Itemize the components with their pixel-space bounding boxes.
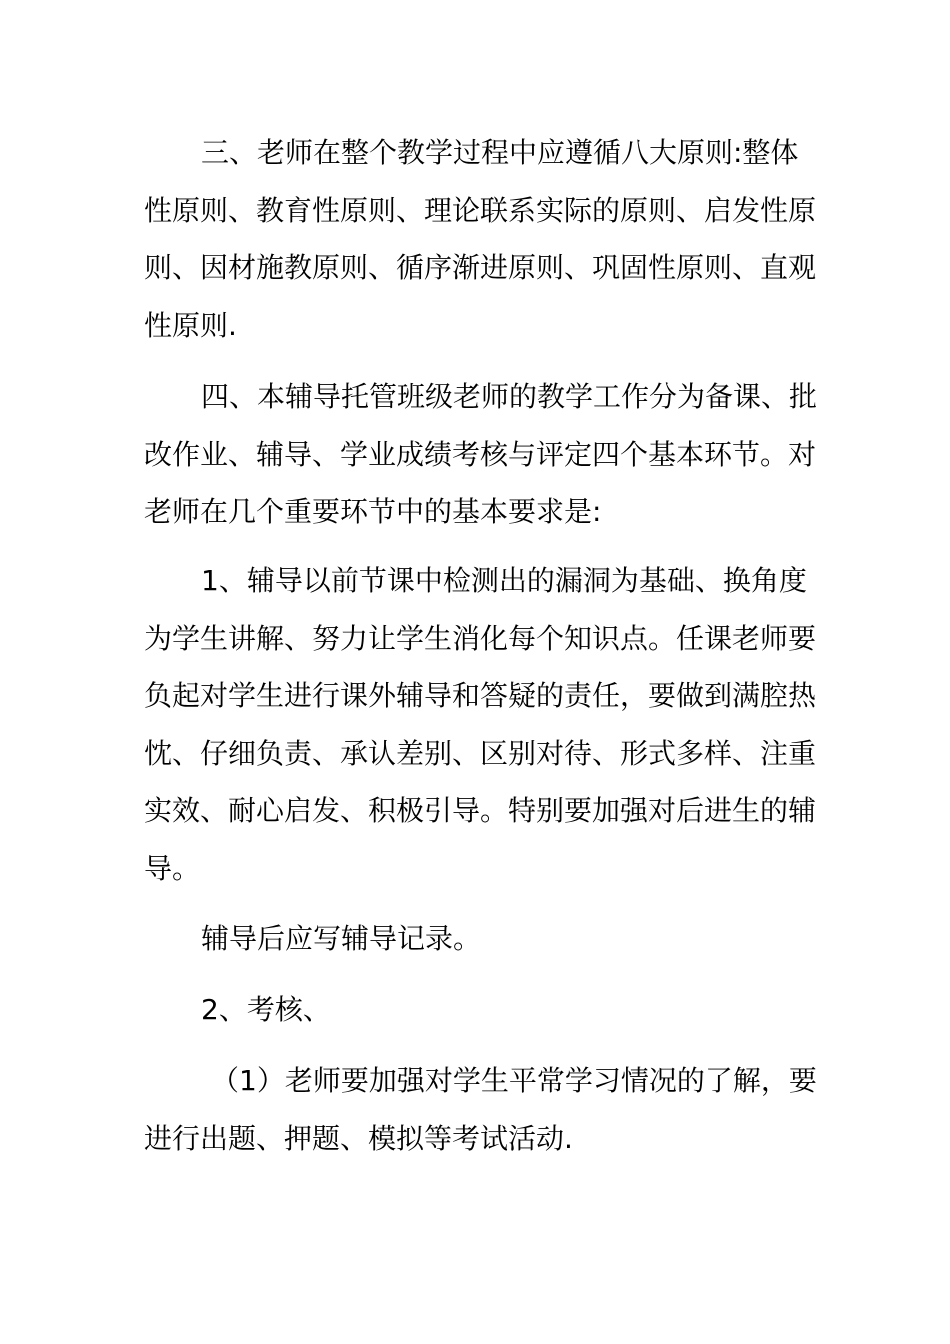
paragraph-assessment-item-1: （1）老师要加强对学生平常学习情况的了解，要进行出题、押题、模拟等考试活动. <box>144 1064 817 1155</box>
paragraph-tutoring-record: 辅导后应写辅导记录。 <box>201 922 482 955</box>
paragraph-tutoring: 1、辅导以前节课中检测出的漏洞为基础、换角度为学生讲解、努力让学生消化每个知识点。任课老师要负起对学生进行课外辅导和答疑的责任，要做到满腔热忱、仔细负责、承认差别、区别对待、形式多样、注重实效、耐心启发、积极引导。特别要加强对后进生的辅导。 <box>144 564 817 885</box>
paragraph-assessment-heading: 2、考核、 <box>201 993 331 1026</box>
paragraph-principles: 三、老师在整个教学过程中应遵循八大原则:整体性原则、教育性原则、理论联系实际的原则、启发性原则、因材施教原则、循序渐进原则、巩固性原则、直观性原则. <box>144 136 817 342</box>
paragraph-teaching-work: 四、本辅导托管班级老师的教学工作分为备课、批改作业、辅导、学业成绩考核与评定四个基本环节。对老师在几个重要环节中的基本要求是: <box>144 380 818 528</box>
